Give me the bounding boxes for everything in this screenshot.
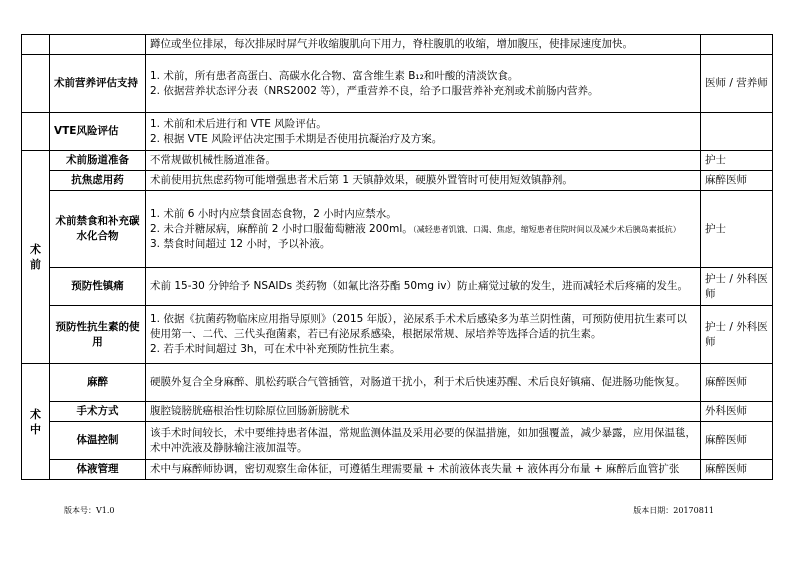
item-cell: 预防性镇痛 <box>50 268 146 306</box>
phase-cell <box>22 55 50 113</box>
item-cell: 抗焦虑用药 <box>50 171 146 191</box>
item-cell: 体温控制 <box>50 422 146 460</box>
phase-cell <box>22 35 50 55</box>
table-row <box>22 422 773 460</box>
content-cell <box>146 364 701 402</box>
table-row <box>22 268 773 306</box>
content-cell <box>146 460 701 480</box>
version-date: 版本日期：20170811 <box>633 506 714 515</box>
content-cell <box>146 422 701 460</box>
content-line: 该手术时间较长，术中要维持患者体温，常规监测体温及采用必要的保温措施，如加强覆盖，减少暴露，应用保温毯，术中冲洗液及静脉输注液加温等。 <box>150 426 696 454</box>
item-cell: 术前营养评估支持 <box>50 55 146 113</box>
item-cell: 麻醉 <box>50 364 146 402</box>
item-cell: 预防性抗生素的使用 <box>50 306 146 364</box>
content-line: 术前 15-30 分钟给予 NSAIDs 类药物（如氟比洛芬酯 50mg iv）防止痛觉过敏的发生，进而减轻术后疼痛的发生。 <box>150 280 688 292</box>
table-row <box>22 402 773 422</box>
content-cell <box>146 402 701 422</box>
responsible-cell: 护士 / 外科医师 <box>701 268 773 306</box>
table-row <box>22 35 773 55</box>
content-line: 2. 依据营养状态评分表（NRS2002 等），严重营养不良，给予口服营养补充剂或术前肠内营养。 <box>150 84 599 97</box>
table-row <box>22 460 773 480</box>
content-line: 1. 术前，所有患者高蛋白、高碳水化合物、富含维生素 B₁₂和叶酸的清淡饮食。 <box>150 69 519 82</box>
responsible-cell: 护士 / 外科医师 <box>701 306 773 364</box>
responsible-cell <box>701 35 773 55</box>
item-cell: 术前肠道准备 <box>50 151 146 171</box>
content-line: 蹲位或坐位排尿，每次排尿时屏气并收缩腹肌向下用力，脊柱腹肌的收缩，增加腹压，使排尿速度加快。 <box>150 38 633 50</box>
content-cell <box>146 55 701 113</box>
content-line: 腹腔镜膀胱癌根治性切除原位回肠新膀胱术 <box>150 405 350 417</box>
item-cell <box>50 35 146 55</box>
item-cell: 体液管理 <box>50 460 146 480</box>
table-row <box>22 364 773 402</box>
phase-label-intraop: 术中 <box>22 364 50 480</box>
pathway-table <box>21 34 773 480</box>
table-row <box>22 191 773 268</box>
responsible-cell: 麻醉医师 <box>701 422 773 460</box>
content-cell <box>146 171 701 191</box>
responsible-cell: 外科医师 <box>701 402 773 422</box>
table-row <box>22 151 773 171</box>
content-line: 硬膜外复合全身麻醉、肌松药联合气管插管，对肠道干扰小，利于术后快速苏醒、术后良好镇痛、促进肠功能恢复。 <box>150 376 686 388</box>
responsible-cell: 麻醉医师 <box>701 171 773 191</box>
content-text: 2. 未合并糖尿病，麻醉前 2 小时口服葡萄糖液 200ml。 <box>150 222 413 235</box>
responsible-cell: 护士 <box>701 191 773 268</box>
table-row <box>22 306 773 364</box>
content-line: 2. 若手术时间超过 3h，可在术中补充预防性抗生素。 <box>150 343 401 355</box>
responsible-cell: 麻醉医师 <box>701 460 773 480</box>
content-line: 2. 根据 VTE 风险评估决定围手术期是否使用抗凝治疗及方案。 <box>150 132 443 145</box>
content-cell <box>146 306 701 364</box>
responsible-cell: 护士 <box>701 151 773 171</box>
content-line <box>150 222 696 237</box>
phase-label-preop: 术前 <box>22 151 50 364</box>
item-cell: 手术方式 <box>50 402 146 422</box>
table-row <box>22 171 773 191</box>
content-line: 3. 禁食时间超过 12 小时，予以补液。 <box>150 237 331 250</box>
content-cell <box>146 113 701 151</box>
version-label: 版本号：V1.0 <box>64 506 115 515</box>
content-line: 术中与麻醉师协调，密切观察生命体征，可遵循生理需要量 + 术前液体丧失量 + 液体再分布量 + 麻醉后血管扩张 <box>150 463 680 475</box>
responsible-cell: 麻醉医师 <box>701 364 773 402</box>
content-cell <box>146 191 701 268</box>
phase-cell <box>22 113 50 151</box>
responsible-cell: 医师 / 营养师 <box>701 55 773 113</box>
item-cell: VTE风险评估 <box>50 113 146 151</box>
content-line: 术前使用抗焦虑药物可能增强患者术后第 1 天镇静效果，硬膜外置管时可使用短效镇静剂。 <box>150 174 573 186</box>
content-line: 1. 术前和术后进行和 VTE 风险评估。 <box>150 117 327 130</box>
content-line: 1. 依据《抗菌药物临床应用指导原则》（2015 年版），泌尿系手术术后感染多为革兰阴性菌，可预防使用抗生素可以使用第一、二代、三代头孢菌素，若已有泌尿系感染，根据尿常规、尿培养等选择合适的抗生素。 <box>150 313 687 340</box>
content-cell <box>146 35 701 55</box>
content-cell <box>146 151 701 171</box>
content-line: 不常规做机械性肠道准备。 <box>150 154 276 166</box>
content-cell <box>146 268 701 306</box>
responsible-cell <box>701 113 773 151</box>
item-cell: 术前禁食和补充碳水化合物 <box>50 191 146 268</box>
table-row <box>22 55 773 113</box>
table-row <box>22 113 773 151</box>
content-line: 1. 术前 6 小时内应禁食固态食物，2 小时内应禁水。 <box>150 207 397 220</box>
content-note: （减轻患者饥饿、口渴、焦虑，缩短患者住院时间以及减少术后胰岛素抵抗） <box>412 224 681 234</box>
